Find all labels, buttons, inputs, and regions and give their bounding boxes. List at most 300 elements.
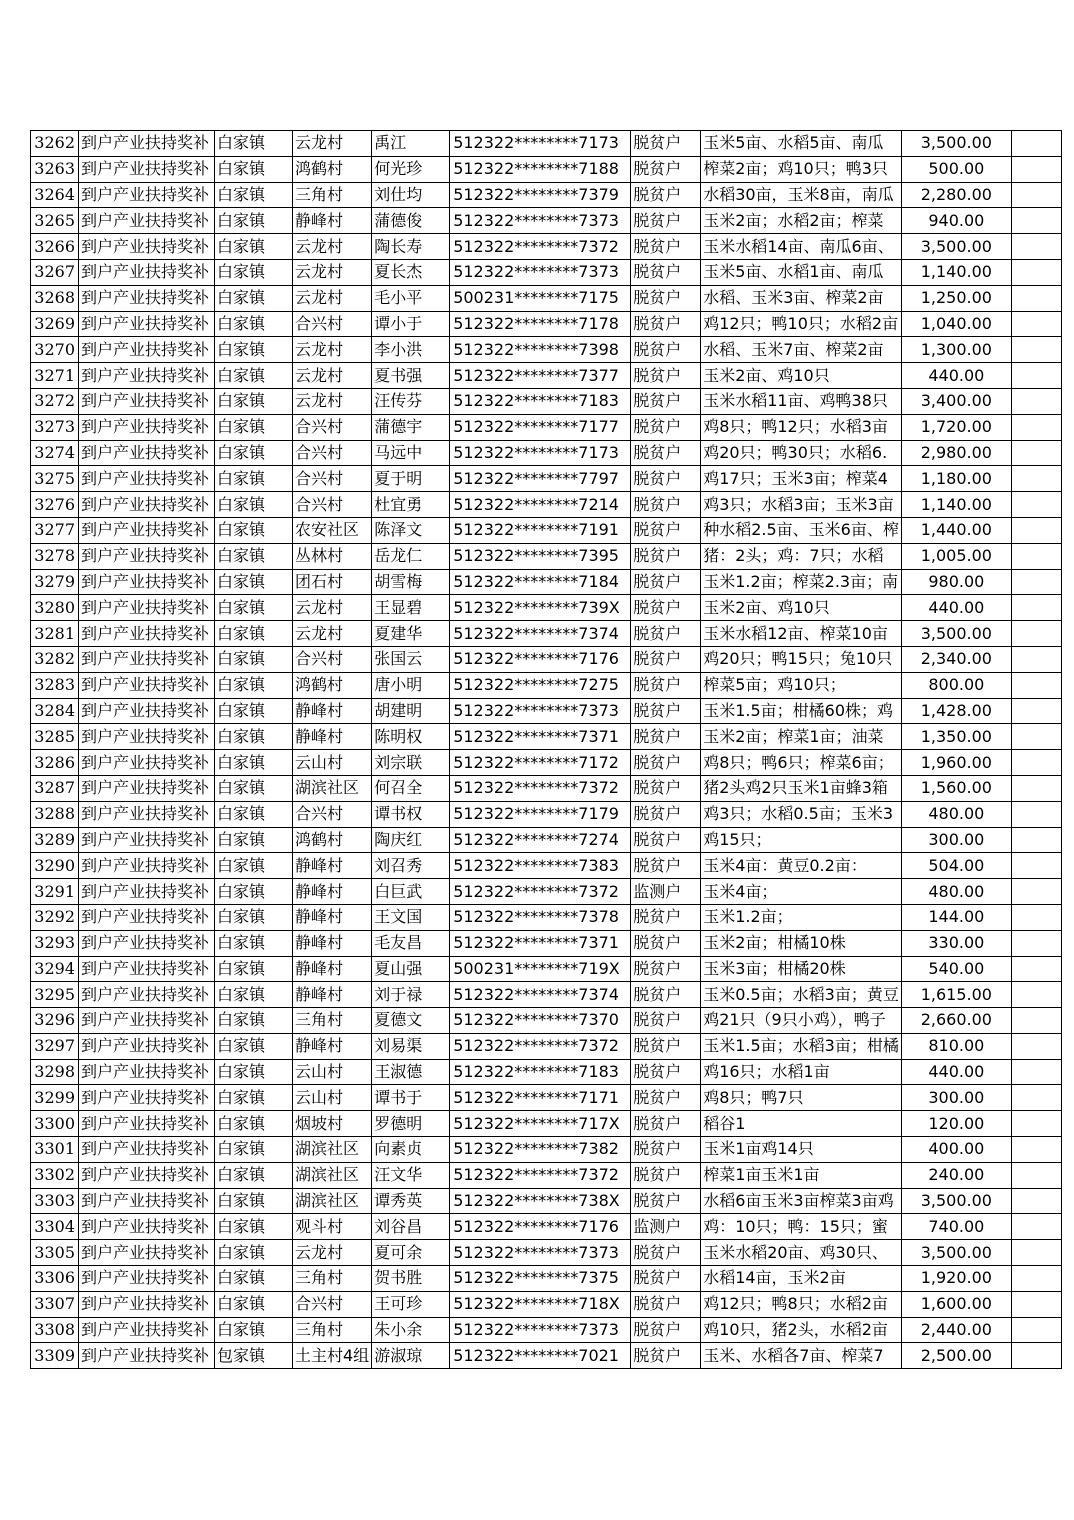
village-cell: 静峰村	[293, 208, 372, 234]
household-type-cell: 脱贫户	[631, 285, 701, 311]
village-cell: 农安社区	[293, 517, 372, 543]
village-cell: 湖滨社区	[293, 1162, 372, 1188]
remarks-cell	[1011, 1008, 1061, 1034]
household-type-cell: 脱贫户	[631, 724, 701, 750]
remarks-cell	[1011, 827, 1061, 853]
village-cell: 云龙村	[293, 131, 372, 157]
person-name-cell: 唐小明	[372, 672, 450, 698]
id-number-cell: 512322********7214	[450, 492, 631, 518]
village-cell: 湖滨社区	[293, 1137, 372, 1163]
remarks-cell	[1011, 234, 1061, 260]
project-name-cell: 到户产业扶持奖补	[79, 827, 215, 853]
id-number-cell: 512322********7378	[450, 904, 631, 930]
table-row	[31, 750, 1062, 776]
town-cell: 白家镇	[215, 1085, 293, 1111]
project-name-cell: 到户产业扶持奖补	[79, 1317, 215, 1343]
id-number-cell: 512322********7176	[450, 646, 631, 672]
town-cell: 白家镇	[215, 131, 293, 157]
row-number: 3280	[31, 595, 79, 621]
project-name-cell: 到户产业扶持奖补	[79, 1111, 215, 1137]
table-row	[31, 131, 1062, 157]
town-cell: 白家镇	[215, 724, 293, 750]
village-cell: 三角村	[293, 1266, 372, 1292]
town-cell: 白家镇	[215, 1291, 293, 1317]
person-name-cell: 汪文华	[372, 1162, 450, 1188]
amount-cell: 1,428.00	[901, 698, 1011, 724]
remarks-cell	[1011, 131, 1061, 157]
id-number-cell: 512322********738X	[450, 1188, 631, 1214]
id-number-cell: 512322********7275	[450, 672, 631, 698]
id-number-cell: 512322********7274	[450, 827, 631, 853]
person-name-cell: 禹江	[372, 131, 450, 157]
id-number-cell: 512322********7184	[450, 569, 631, 595]
remarks-cell	[1011, 1188, 1061, 1214]
table-row	[31, 672, 1062, 698]
remarks-cell	[1011, 543, 1061, 569]
id-number-cell: 512322********7372	[450, 879, 631, 905]
id-number-cell: 512322********7373	[450, 698, 631, 724]
town-cell: 包家镇	[215, 1343, 293, 1369]
row-number: 3293	[31, 930, 79, 956]
id-number-cell: 512322********7371	[450, 930, 631, 956]
person-name-cell: 白巨武	[372, 879, 450, 905]
project-name-cell: 到户产业扶持奖补	[79, 1214, 215, 1240]
remarks-cell	[1011, 853, 1061, 879]
village-cell: 静峰村	[293, 1033, 372, 1059]
amount-cell: 500.00	[901, 156, 1011, 182]
household-type-cell: 脱贫户	[631, 1111, 701, 1137]
industry-detail-cell: 玉米1.2亩；	[701, 904, 902, 930]
household-type-cell: 脱贫户	[631, 1343, 701, 1369]
industry-detail-cell: 玉米3亩；柑橘20株	[701, 956, 902, 982]
industry-detail-cell: 水稻30亩，玉米8亩，南瓜	[701, 182, 902, 208]
id-number-cell: 512322********7398	[450, 337, 631, 363]
row-number: 3289	[31, 827, 79, 853]
remarks-cell	[1011, 982, 1061, 1008]
village-cell: 云龙村	[293, 234, 372, 260]
row-number: 3291	[31, 879, 79, 905]
village-cell: 合兴村	[293, 492, 372, 518]
row-number: 3295	[31, 982, 79, 1008]
project-name-cell: 到户产业扶持奖补	[79, 285, 215, 311]
town-cell: 白家镇	[215, 234, 293, 260]
village-cell: 合兴村	[293, 1291, 372, 1317]
household-type-cell: 脱贫户	[631, 853, 701, 879]
town-cell: 白家镇	[215, 698, 293, 724]
village-cell: 云山村	[293, 750, 372, 776]
row-number: 3292	[31, 904, 79, 930]
household-type-cell: 脱贫户	[631, 208, 701, 234]
town-cell: 白家镇	[215, 621, 293, 647]
table-row	[31, 208, 1062, 234]
person-name-cell: 夏可余	[372, 1240, 450, 1266]
id-number-cell: 512322********7021	[450, 1343, 631, 1369]
town-cell: 白家镇	[215, 1266, 293, 1292]
town-cell: 白家镇	[215, 982, 293, 1008]
table-row	[31, 337, 1062, 363]
household-type-cell: 脱贫户	[631, 131, 701, 157]
id-number-cell: 512322********7373	[450, 208, 631, 234]
table-row	[31, 827, 1062, 853]
household-type-cell: 脱贫户	[631, 827, 701, 853]
town-cell: 白家镇	[215, 956, 293, 982]
town-cell: 白家镇	[215, 543, 293, 569]
person-name-cell: 王显碧	[372, 595, 450, 621]
remarks-cell	[1011, 517, 1061, 543]
industry-detail-cell: 榨菜1亩玉米1亩	[701, 1162, 902, 1188]
table-row	[31, 930, 1062, 956]
amount-cell: 3,500.00	[901, 621, 1011, 647]
project-name-cell: 到户产业扶持奖补	[79, 208, 215, 234]
village-cell: 合兴村	[293, 466, 372, 492]
table-row	[31, 285, 1062, 311]
id-number-cell: 512322********7372	[450, 234, 631, 260]
person-name-cell: 马远中	[372, 440, 450, 466]
person-name-cell: 夏山强	[372, 956, 450, 982]
id-number-cell: 512322********7178	[450, 311, 631, 337]
amount-cell: 1,560.00	[901, 775, 1011, 801]
row-number: 3276	[31, 492, 79, 518]
remarks-cell	[1011, 698, 1061, 724]
industry-detail-cell: 玉米2亩；水稻2亩；榨菜	[701, 208, 902, 234]
industry-detail-cell: 玉米水稻11亩、鸡鸭38只	[701, 388, 902, 414]
remarks-cell	[1011, 1085, 1061, 1111]
industry-detail-cell: 水稻、玉米7亩、榨菜2亩	[701, 337, 902, 363]
remarks-cell	[1011, 414, 1061, 440]
row-number: 3304	[31, 1214, 79, 1240]
household-type-cell: 脱贫户	[631, 1240, 701, 1266]
amount-cell: 1,600.00	[901, 1291, 1011, 1317]
town-cell: 白家镇	[215, 801, 293, 827]
town-cell: 白家镇	[215, 337, 293, 363]
household-type-cell: 脱贫户	[631, 750, 701, 776]
person-name-cell: 胡雪梅	[372, 569, 450, 595]
household-type-cell: 脱贫户	[631, 440, 701, 466]
project-name-cell: 到户产业扶持奖补	[79, 595, 215, 621]
household-type-cell: 脱贫户	[631, 1162, 701, 1188]
remarks-cell	[1011, 492, 1061, 518]
table-row	[31, 1085, 1062, 1111]
row-number: 3306	[31, 1266, 79, 1292]
row-number: 3262	[31, 131, 79, 157]
remarks-cell	[1011, 646, 1061, 672]
row-number: 3272	[31, 388, 79, 414]
row-number: 3285	[31, 724, 79, 750]
table-row	[31, 956, 1062, 982]
id-number-cell: 512322********7372	[450, 1033, 631, 1059]
table-row	[31, 414, 1062, 440]
table-row	[31, 1033, 1062, 1059]
id-number-cell: 512322********7191	[450, 517, 631, 543]
project-name-cell: 到户产业扶持奖补	[79, 956, 215, 982]
remarks-cell	[1011, 1343, 1061, 1369]
household-type-cell: 脱贫户	[631, 234, 701, 260]
household-type-cell: 脱贫户	[631, 363, 701, 389]
person-name-cell: 谭秀英	[372, 1188, 450, 1214]
person-name-cell: 朱小余	[372, 1317, 450, 1343]
project-name-cell: 到户产业扶持奖补	[79, 492, 215, 518]
village-cell: 三角村	[293, 182, 372, 208]
household-type-cell: 脱贫户	[631, 259, 701, 285]
remarks-cell	[1011, 285, 1061, 311]
person-name-cell: 陶庆红	[372, 827, 450, 853]
row-number: 3270	[31, 337, 79, 363]
project-name-cell: 到户产业扶持奖补	[79, 1188, 215, 1214]
industry-detail-cell: 鸡8只；鸭6只；榨菜6亩；	[701, 750, 902, 776]
industry-detail-cell: 玉米2亩；柑橘10株	[701, 930, 902, 956]
town-cell: 白家镇	[215, 466, 293, 492]
row-number: 3266	[31, 234, 79, 260]
person-name-cell: 罗德明	[372, 1111, 450, 1137]
amount-cell: 940.00	[901, 208, 1011, 234]
id-number-cell: 512322********7183	[450, 1059, 631, 1085]
table-row	[31, 801, 1062, 827]
household-type-cell: 脱贫户	[631, 156, 701, 182]
project-name-cell: 到户产业扶持奖补	[79, 1291, 215, 1317]
amount-cell: 2,280.00	[901, 182, 1011, 208]
row-number: 3274	[31, 440, 79, 466]
table-row	[31, 1188, 1062, 1214]
town-cell: 白家镇	[215, 182, 293, 208]
id-number-cell: 512322********7375	[450, 1266, 631, 1292]
village-cell: 静峰村	[293, 956, 372, 982]
person-name-cell: 毛小平	[372, 285, 450, 311]
industry-detail-cell: 鸡17只；玉米3亩；榨菜4	[701, 466, 902, 492]
table-row	[31, 1162, 1062, 1188]
project-name-cell: 到户产业扶持奖补	[79, 569, 215, 595]
subsidy-table	[30, 130, 1062, 1369]
amount-cell: 120.00	[901, 1111, 1011, 1137]
amount-cell: 1,040.00	[901, 311, 1011, 337]
industry-detail-cell: 鸡21只（9只小鸡），鸭子	[701, 1008, 902, 1034]
project-name-cell: 到户产业扶持奖补	[79, 775, 215, 801]
amount-cell: 330.00	[901, 930, 1011, 956]
town-cell: 白家镇	[215, 1008, 293, 1034]
table-row	[31, 363, 1062, 389]
village-cell: 合兴村	[293, 440, 372, 466]
id-number-cell: 500231********719X	[450, 956, 631, 982]
project-name-cell: 到户产业扶持奖补	[79, 1266, 215, 1292]
row-number: 3309	[31, 1343, 79, 1369]
project-name-cell: 到户产业扶持奖补	[79, 156, 215, 182]
project-name-cell: 到户产业扶持奖补	[79, 879, 215, 905]
project-name-cell: 到户产业扶持奖补	[79, 698, 215, 724]
project-name-cell: 到户产业扶持奖补	[79, 440, 215, 466]
village-cell: 云龙村	[293, 337, 372, 363]
person-name-cell: 游淑琼	[372, 1343, 450, 1369]
village-cell: 湖滨社区	[293, 1188, 372, 1214]
row-number: 3298	[31, 1059, 79, 1085]
row-number: 3303	[31, 1188, 79, 1214]
household-type-cell: 脱贫户	[631, 930, 701, 956]
row-number: 3264	[31, 182, 79, 208]
village-cell: 静峰村	[293, 982, 372, 1008]
town-cell: 白家镇	[215, 569, 293, 595]
industry-detail-cell: 猪2头鸡2只玉米1亩蜂3箱	[701, 775, 902, 801]
project-name-cell: 到户产业扶持奖补	[79, 724, 215, 750]
person-name-cell: 杜宜勇	[372, 492, 450, 518]
remarks-cell	[1011, 801, 1061, 827]
household-type-cell: 脱贫户	[631, 698, 701, 724]
industry-detail-cell: 玉米水稻12亩、榨菜10亩	[701, 621, 902, 647]
remarks-cell	[1011, 1240, 1061, 1266]
table-row	[31, 1059, 1062, 1085]
village-cell: 云龙村	[293, 285, 372, 311]
industry-detail-cell: 玉米4亩：黄豆0.2亩：	[701, 853, 902, 879]
row-number: 3263	[31, 156, 79, 182]
table-row	[31, 182, 1062, 208]
remarks-cell	[1011, 156, 1061, 182]
village-cell: 合兴村	[293, 646, 372, 672]
table-row	[31, 724, 1062, 750]
amount-cell: 1,180.00	[901, 466, 1011, 492]
remarks-cell	[1011, 363, 1061, 389]
industry-detail-cell: 水稻6亩玉米3亩榨菜3亩鸡	[701, 1188, 902, 1214]
table-row	[31, 1317, 1062, 1343]
amount-cell: 980.00	[901, 569, 1011, 595]
industry-detail-cell: 玉米2亩；榨菜1亩；油菜	[701, 724, 902, 750]
household-type-cell: 脱贫户	[631, 517, 701, 543]
amount-cell: 1,250.00	[901, 285, 1011, 311]
amount-cell: 1,720.00	[901, 414, 1011, 440]
industry-detail-cell: 玉米、水稻各7亩、榨菜7	[701, 1343, 902, 1369]
id-number-cell: 512322********7179	[450, 801, 631, 827]
person-name-cell: 向素贞	[372, 1137, 450, 1163]
town-cell: 白家镇	[215, 285, 293, 311]
household-type-cell: 脱贫户	[631, 1317, 701, 1343]
village-cell: 鸿鹤村	[293, 827, 372, 853]
project-name-cell: 到户产业扶持奖补	[79, 337, 215, 363]
village-cell: 合兴村	[293, 414, 372, 440]
person-name-cell: 夏于明	[372, 466, 450, 492]
amount-cell: 2,440.00	[901, 1317, 1011, 1343]
remarks-cell	[1011, 208, 1061, 234]
household-type-cell: 脱贫户	[631, 801, 701, 827]
town-cell: 白家镇	[215, 1033, 293, 1059]
id-number-cell: 512322********7372	[450, 775, 631, 801]
table-row	[31, 982, 1062, 1008]
amount-cell: 1,615.00	[901, 982, 1011, 1008]
person-name-cell: 蒲德俊	[372, 208, 450, 234]
project-name-cell: 到户产业扶持奖补	[79, 1137, 215, 1163]
project-name-cell: 到户产业扶持奖补	[79, 1059, 215, 1085]
table-row	[31, 517, 1062, 543]
table-row	[31, 698, 1062, 724]
remarks-cell	[1011, 311, 1061, 337]
household-type-cell: 脱贫户	[631, 595, 701, 621]
id-number-cell: 512322********7172	[450, 750, 631, 776]
id-number-cell: 512322********7395	[450, 543, 631, 569]
industry-detail-cell: 鸡12只；鸭8只；水稻2亩	[701, 1291, 902, 1317]
remarks-cell	[1011, 1291, 1061, 1317]
person-name-cell: 李小洪	[372, 337, 450, 363]
remarks-cell	[1011, 337, 1061, 363]
household-type-cell: 脱贫户	[631, 569, 701, 595]
project-name-cell: 到户产业扶持奖补	[79, 646, 215, 672]
project-name-cell: 到户产业扶持奖补	[79, 363, 215, 389]
project-name-cell: 到户产业扶持奖补	[79, 1033, 215, 1059]
amount-cell: 504.00	[901, 853, 1011, 879]
person-name-cell: 汪传芬	[372, 388, 450, 414]
amount-cell: 1,140.00	[901, 492, 1011, 518]
household-type-cell: 脱贫户	[631, 388, 701, 414]
household-type-cell: 监测户	[631, 879, 701, 905]
id-number-cell: 512322********7183	[450, 388, 631, 414]
industry-detail-cell: 玉米1.5亩；水稻3亩；柑橘	[701, 1033, 902, 1059]
remarks-cell	[1011, 904, 1061, 930]
id-number-cell: 512322********7797	[450, 466, 631, 492]
id-number-cell: 512322********7379	[450, 182, 631, 208]
table-row	[31, 621, 1062, 647]
industry-detail-cell: 玉米1.5亩；柑橘60株；鸡	[701, 698, 902, 724]
village-cell: 烟坡村	[293, 1111, 372, 1137]
amount-cell: 440.00	[901, 595, 1011, 621]
village-cell: 静峰村	[293, 879, 372, 905]
person-name-cell: 陈泽文	[372, 517, 450, 543]
town-cell: 白家镇	[215, 1137, 293, 1163]
remarks-cell	[1011, 595, 1061, 621]
village-cell: 云龙村	[293, 259, 372, 285]
project-name-cell: 到户产业扶持奖补	[79, 621, 215, 647]
project-name-cell: 到户产业扶持奖补	[79, 1343, 215, 1369]
amount-cell: 1,140.00	[901, 259, 1011, 285]
industry-detail-cell: 玉米水稻20亩、鸡30只、	[701, 1240, 902, 1266]
household-type-cell: 脱贫户	[631, 904, 701, 930]
remarks-cell	[1011, 1162, 1061, 1188]
person-name-cell: 谭书于	[372, 1085, 450, 1111]
id-number-cell: 512322********7377	[450, 363, 631, 389]
town-cell: 白家镇	[215, 672, 293, 698]
amount-cell: 2,980.00	[901, 440, 1011, 466]
amount-cell: 810.00	[901, 1033, 1011, 1059]
row-number: 3286	[31, 750, 79, 776]
person-name-cell: 夏建华	[372, 621, 450, 647]
project-name-cell: 到户产业扶持奖补	[79, 131, 215, 157]
row-number: 3283	[31, 672, 79, 698]
person-name-cell: 张国云	[372, 646, 450, 672]
id-number-cell: 512322********7370	[450, 1008, 631, 1034]
amount-cell: 3,500.00	[901, 1188, 1011, 1214]
id-number-cell: 512322********7371	[450, 724, 631, 750]
project-name-cell: 到户产业扶持奖补	[79, 234, 215, 260]
town-cell: 白家镇	[215, 1317, 293, 1343]
remarks-cell	[1011, 1214, 1061, 1240]
industry-detail-cell: 玉米0.5亩；水稻3亩；黄豆	[701, 982, 902, 1008]
household-type-cell: 脱贫户	[631, 775, 701, 801]
village-cell: 合兴村	[293, 801, 372, 827]
town-cell: 白家镇	[215, 750, 293, 776]
person-name-cell: 何召全	[372, 775, 450, 801]
table-row	[31, 156, 1062, 182]
village-cell: 云山村	[293, 1085, 372, 1111]
row-number: 3299	[31, 1085, 79, 1111]
industry-detail-cell: 榨菜2亩；鸡10只；鸭3只	[701, 156, 902, 182]
amount-cell: 400.00	[901, 1137, 1011, 1163]
household-type-cell: 脱贫户	[631, 1059, 701, 1085]
industry-detail-cell: 玉米2亩、鸡10只	[701, 595, 902, 621]
person-name-cell: 何光珍	[372, 156, 450, 182]
industry-detail-cell: 玉米4亩；	[701, 879, 902, 905]
industry-detail-cell: 鸡10只，猪2头，水稻2亩	[701, 1317, 902, 1343]
village-cell: 静峰村	[293, 904, 372, 930]
town-cell: 白家镇	[215, 208, 293, 234]
row-number: 3296	[31, 1008, 79, 1034]
village-cell: 云龙村	[293, 363, 372, 389]
table-body	[31, 131, 1062, 1369]
table-row	[31, 775, 1062, 801]
person-name-cell: 刘仕均	[372, 182, 450, 208]
town-cell: 白家镇	[215, 1162, 293, 1188]
